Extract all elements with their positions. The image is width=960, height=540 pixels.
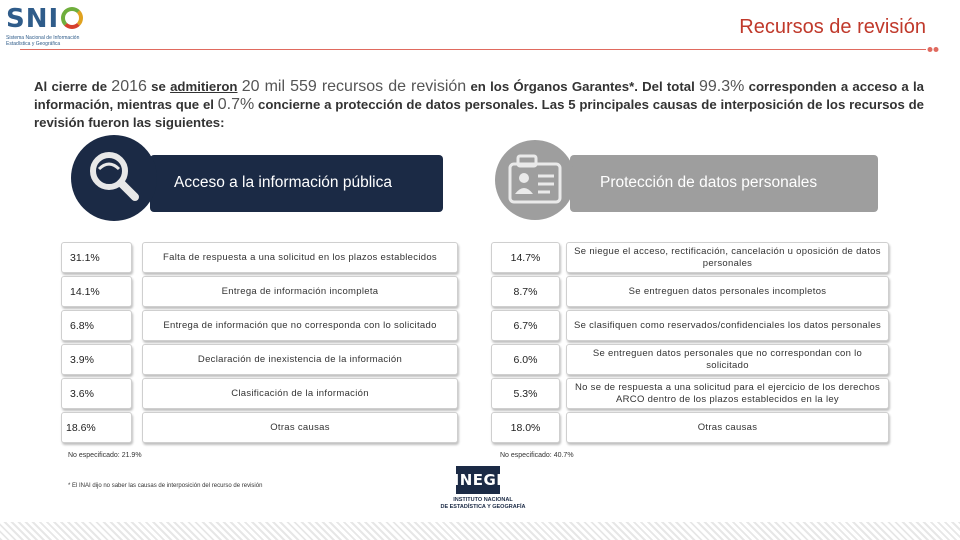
access-cause-4: Declaración de inexistencia de la información bbox=[142, 344, 458, 375]
intro-year: 2016 bbox=[111, 78, 147, 95]
access-info-badge bbox=[71, 135, 157, 221]
magnifier-icon bbox=[87, 149, 141, 205]
access-not-specified: No especificado: 21.9% bbox=[68, 452, 142, 459]
intro-admitted: admitieron bbox=[170, 79, 238, 94]
access-info-banner bbox=[150, 155, 443, 212]
personal-data-title: Protección de datos personales bbox=[600, 174, 818, 191]
access-cause-6: Otras causas bbox=[142, 412, 458, 443]
inegi-logo bbox=[420, 466, 546, 526]
logo-text: SNI bbox=[6, 4, 60, 34]
access-pct-5: 3.6% bbox=[61, 378, 132, 409]
intro-pct-access: 99.3% bbox=[699, 78, 745, 95]
divider-end-icon bbox=[926, 46, 940, 53]
access-pct-6: 18.6% bbox=[61, 412, 132, 443]
footnote: * El INAI dijo no saber las causas de interposición del recurso de revisión bbox=[68, 483, 263, 489]
inegi-mark: INEGI bbox=[456, 466, 500, 494]
intro-pct-privacy: 0.7% bbox=[217, 96, 255, 113]
snieg-logo bbox=[6, 6, 106, 50]
privacy-cause-1: Se niegue el acceso, rectificación, cancelación u oposición de datos personales bbox=[566, 242, 889, 273]
privacy-pct-2: 8.7% bbox=[491, 276, 560, 307]
logo-subtitle: Sistema Nacional de Información Estadística y Geográfica bbox=[6, 35, 80, 47]
title-divider bbox=[20, 49, 926, 50]
access-cause-5: Clasificación de la información bbox=[142, 378, 458, 409]
privacy-pct-5: 5.3% bbox=[491, 378, 560, 409]
privacy-cause-6: Otras causas bbox=[566, 412, 889, 443]
intro-paragraph: Al cierre de 2016 se admitieron 20 mil 559 recursos de revisión en los Órganos Garantes*. Del total 99.3% corresponden a acceso a la información, mientras que el 0.7% concierne a protección de datos personales. Las 5 principales causas de interposición de los recursos de revisión fueron las siguientes: bbox=[34, 78, 924, 130]
access-pct-2: 14.1% bbox=[61, 276, 132, 307]
bottom-stripe bbox=[0, 522, 960, 540]
access-pct-1: 31.1% bbox=[61, 242, 132, 273]
access-pct-3: 6.8% bbox=[61, 310, 132, 341]
privacy-cause-4: Se entreguen datos personales que no correspondan con lo solicitado bbox=[566, 344, 889, 375]
privacy-cause-2: Se entreguen datos personales incompletos bbox=[566, 276, 889, 307]
access-cause-3: Entrega de información que no corresponda con lo solicitado bbox=[142, 310, 458, 341]
privacy-not-specified: No especificado: 40.7% bbox=[500, 452, 574, 459]
access-cause-1: Falta de respuesta a una solicitud en los plazos establecidos bbox=[142, 242, 458, 273]
page-title: Recursos de revisión bbox=[739, 16, 926, 38]
privacy-pct-4: 6.0% bbox=[491, 344, 560, 375]
inegi-name: INSTITUTO NACIONAL DE ESTADÍSTICA Y GEOGRAFÍA bbox=[440, 497, 526, 510]
personal-data-banner bbox=[570, 155, 878, 212]
access-pct-4: 3.9% bbox=[61, 344, 132, 375]
privacy-cause-5: No se de respuesta a una solicitud para el ejercicio de los derechos ARCO dentro de los plazos establecidos en la ley bbox=[566, 378, 889, 409]
privacy-cause-3: Se clasifiquen como reservados/confidenciales los datos personales bbox=[566, 310, 889, 341]
privacy-pct-1: 14.7% bbox=[491, 242, 560, 273]
personal-data-badge bbox=[495, 140, 575, 220]
access-cause-2: Entrega de información incompleta bbox=[142, 276, 458, 307]
id-card-icon bbox=[508, 154, 562, 206]
intro-count: 20 mil 559 recursos de revisión bbox=[241, 78, 467, 95]
privacy-pct-3: 6.7% bbox=[491, 310, 560, 341]
logo-letter-e bbox=[61, 7, 83, 29]
privacy-pct-6: 18.0% bbox=[491, 412, 560, 443]
access-info-title: Acceso a la información pública bbox=[174, 174, 392, 191]
